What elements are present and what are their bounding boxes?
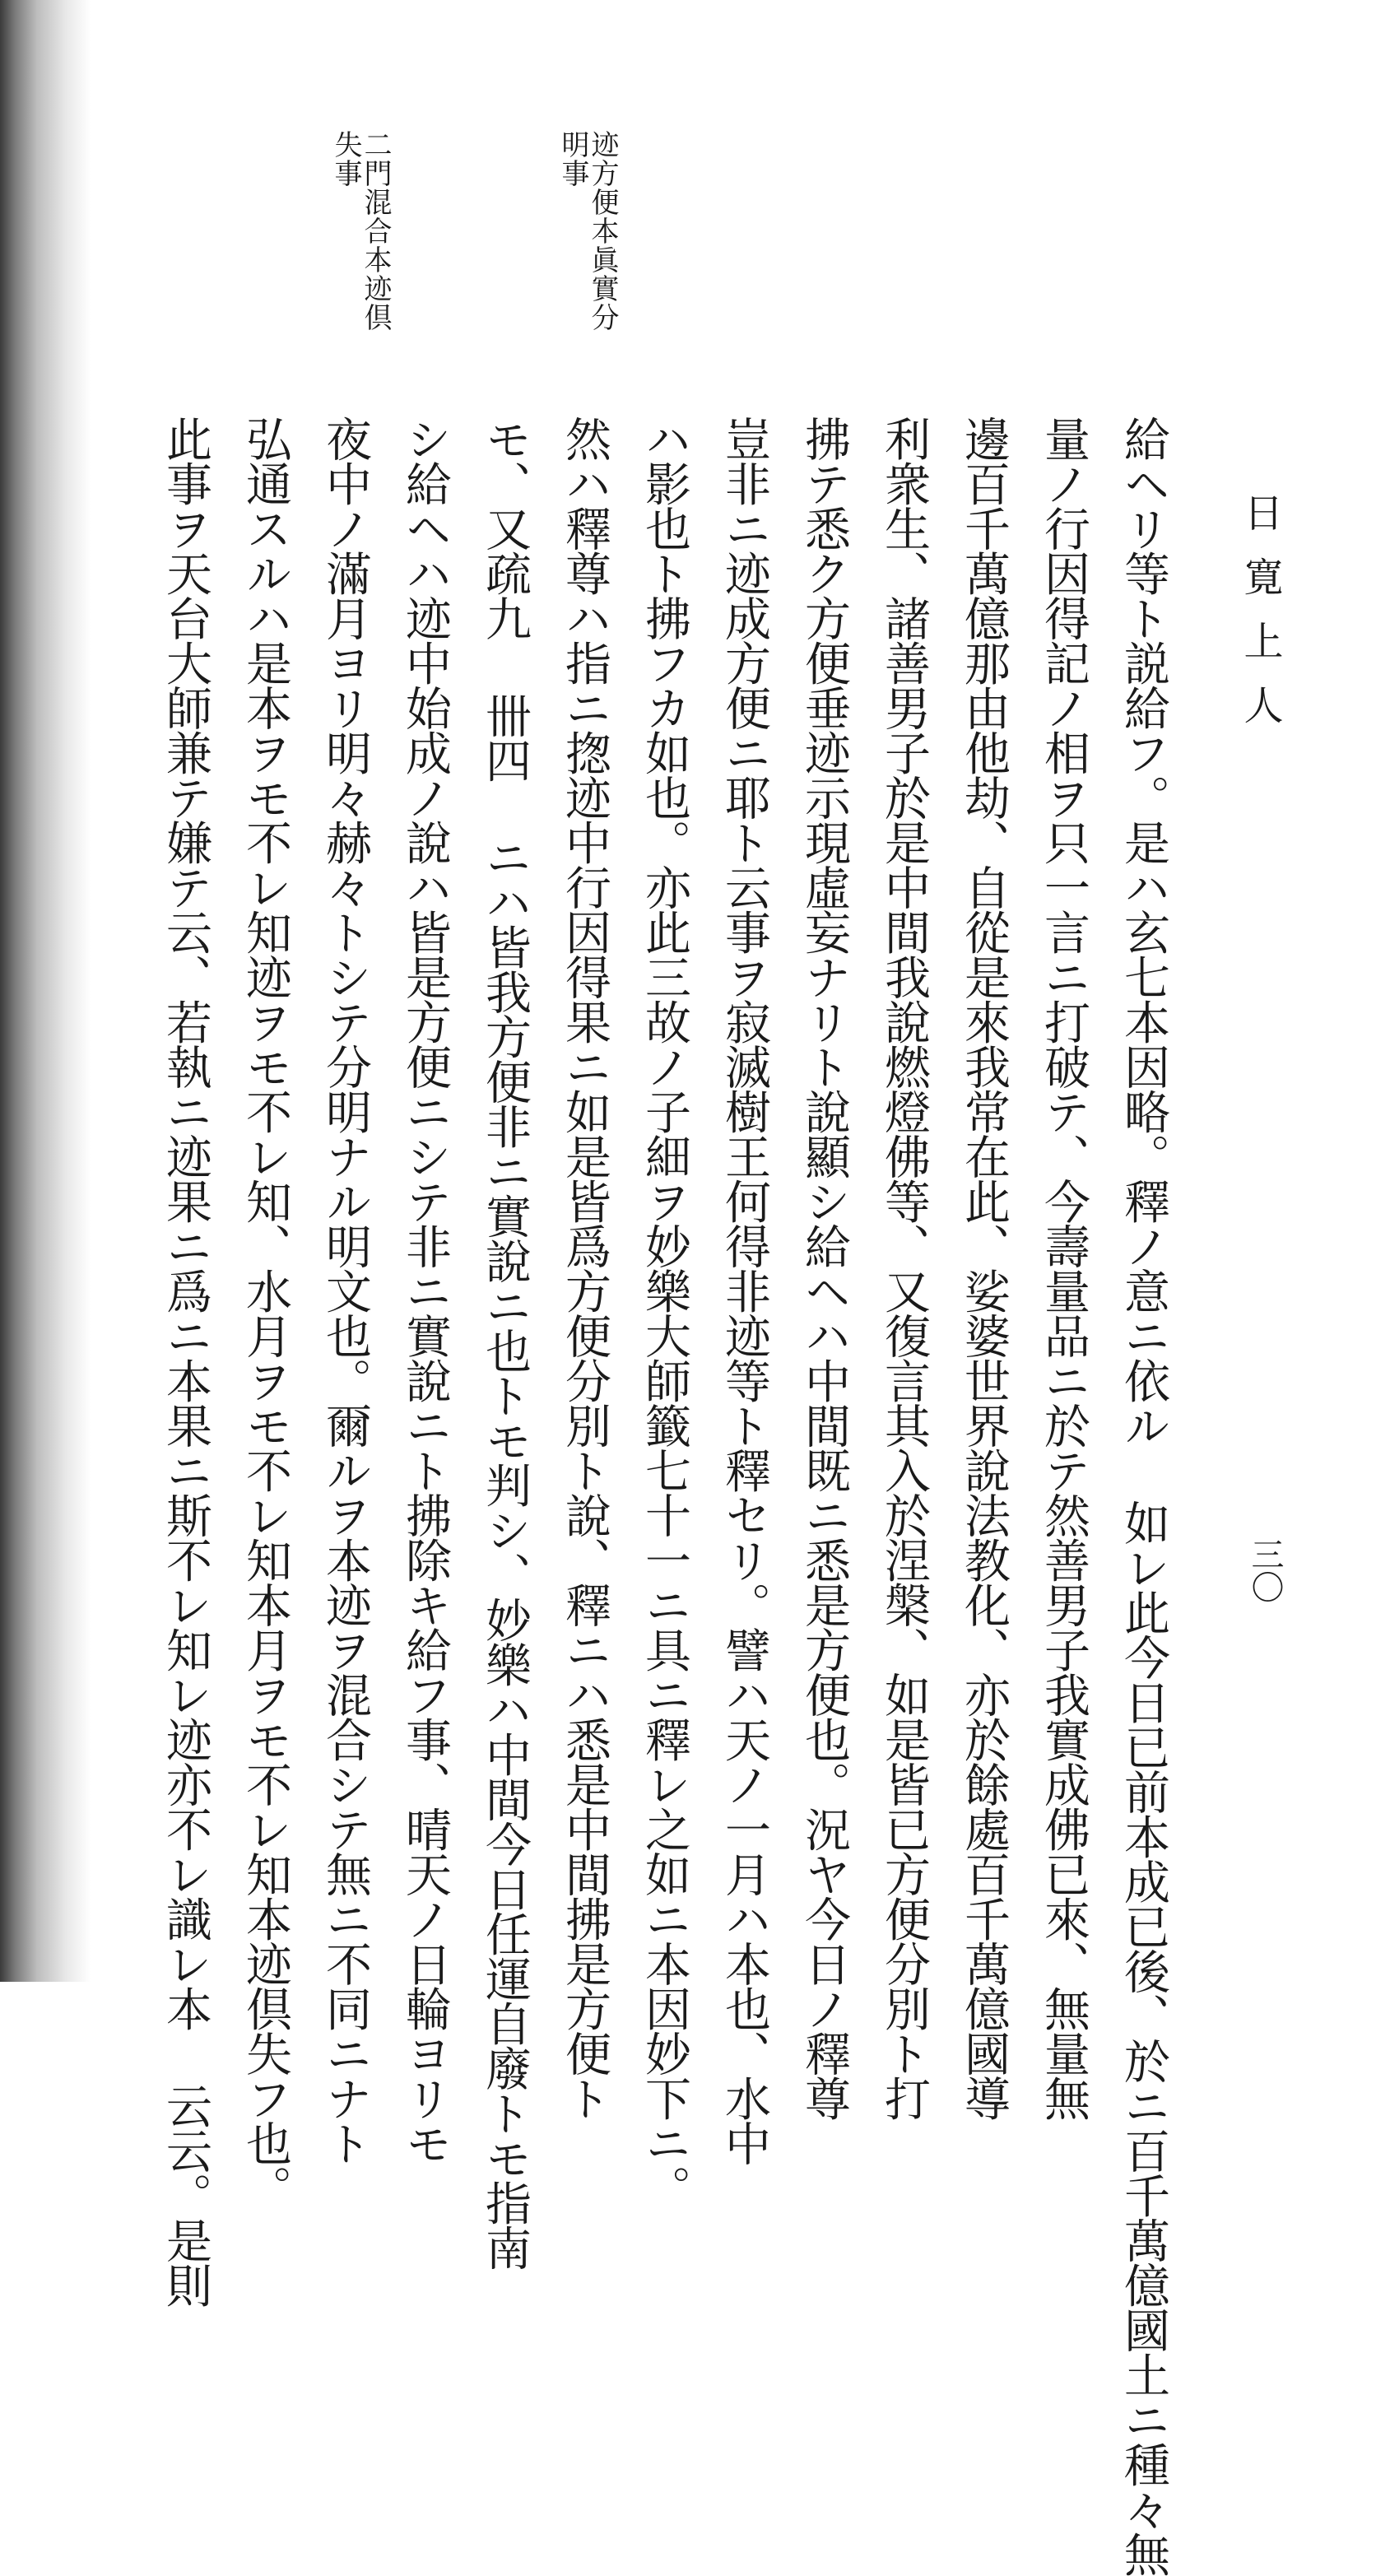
text-line: 此事ヲ天台大師兼テ嫌テ云、若執ニ迹果ニ爲ニ本果ニ斯不レ知レ迹亦不レ識レ本 云云。是則: [159, 416, 212, 2307]
text-line: 弘通スルハ是本ヲモ不レ知迹ヲモ不レ知、水月ヲモ不レ知本月ヲモ不レ知本迹倶失フ也。: [239, 416, 292, 2210]
margin-note: 二門混合本迹倶 失事: [329, 130, 392, 332]
text-line: 量ノ行因得記ノ相ヲ只一言ニ打破テ、今壽量品ニ於テ然善男子我實成佛已來、無量無: [1037, 416, 1090, 2120]
text-line: シ給ヘハ迹中始成ノ說ハ皆是方便ニシテ非ニ實說ニト拂除キ給フ事、晴天ノ日輪ヨリモ: [398, 416, 452, 2165]
text-line: ハ影也ト拂フカ如也。亦此三故ノ子細ヲ妙樂大師籤七十一ニ具ニ釋レ之如ニ本因妙下ニ。: [638, 416, 691, 2210]
text-line: 夜中ノ滿月ヨリ明々赫々トシテ分明ナル明文也。爾ルヲ本迹ヲ混合シテ無ニ不同ニナト: [318, 416, 372, 2165]
text-line: 豈非ニ迹成方便ニ耶ト云事ヲ寂滅樹王何得非迹等ト釋セリ。譬ハ天ノ一月ハ本也、水中: [718, 416, 771, 2165]
text-line: 然ハ釋尊ハ指ニ揔迹中行因得果ニ如是皆爲方便分別ト說、釋ニハ悉是中間拂是方便ト: [558, 416, 611, 2120]
page-number: 三〇: [1246, 1537, 1284, 1603]
margin-note: 迹方便本眞實分 明事: [556, 130, 619, 332]
text-line: 給ヘリ等ト説給フ。是ハ玄七本因略。釋ノ意ニ依ル 如レ此今日已前本成已後、於ニ百千萬億國土ニ種々無: [1117, 416, 1170, 2576]
text-line: 拂テ悉ク方便垂迹示現虛妄ナリト說顯シ給ヘハ中間既ニ悉是方便也。況ヤ今日ノ釋尊: [797, 416, 851, 2120]
text-line: 邊百千萬億那由他劫、自從是來我常在此、娑婆世界說法教化、亦於餘處百千萬億國導: [957, 416, 1011, 2120]
book-gutter-shadow: [0, 0, 91, 1982]
text-line: モ、又疏九 卌四 ニハ皆我方便非ニ實說ニ也トモ判シ、妙樂ハ中間今日任運自廢トモ指南: [478, 416, 532, 2270]
running-head: 日寛上人: [1237, 492, 1283, 749]
text-line: 利衆生、諸善男子於是中間我說燃燈佛等、又復言其入於涅槃、如是皆已方便分別ト打: [877, 416, 931, 2120]
